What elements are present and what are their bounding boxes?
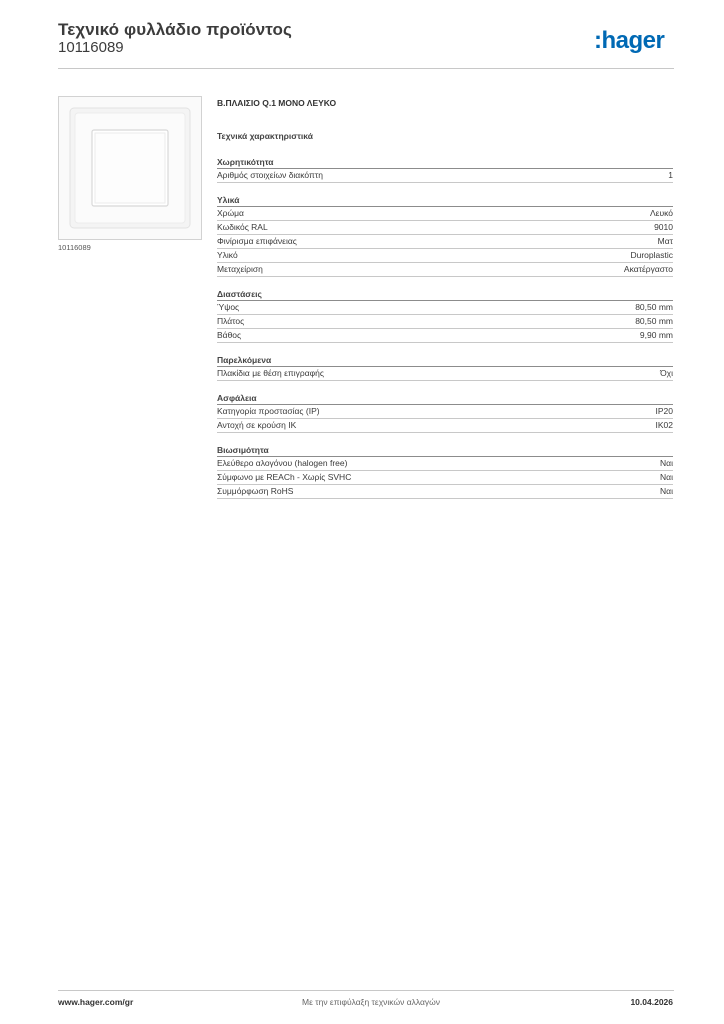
spec-section-accessories [217, 354, 673, 381]
spec-label: Φινίρισμα επιφάνειας [217, 236, 297, 246]
footer-divider [58, 990, 674, 991]
spec-value: 80,50 mm [635, 316, 673, 326]
spec-row [217, 419, 673, 433]
spec-label: Σύμφωνο με REACh - Χωρίς SVHC [217, 472, 352, 482]
spec-section-capacity [217, 156, 673, 183]
spec-label: Πλακίδια με θέση επιγραφής [217, 368, 324, 378]
header-divider [58, 68, 674, 69]
spec-value: Ναι [660, 458, 673, 468]
spec-section-materials [217, 194, 673, 277]
spec-label: Αντοχή σε κρούση IK [217, 420, 297, 430]
product-name: Β.ΠΛΑΙΣΙΟ Q.1 ΜΟΝΟ ΛΕΥΚΟ [217, 98, 337, 108]
footer-date: 10.04.2026 [630, 997, 673, 1007]
section-title: Ασφάλεια [217, 392, 673, 405]
spec-row [217, 221, 673, 235]
section-title: Χωρητικότητα [217, 156, 673, 169]
section-title: Διαστάσεις [217, 288, 673, 301]
section-title: Υλικά [217, 194, 673, 207]
spec-value: Όχι [660, 368, 673, 378]
document-product-code: 10116089 [58, 39, 124, 56]
section-title: Παρελκόμενα [217, 354, 673, 367]
spec-label: Αριθμός στοιχείων διακόπτη [217, 170, 323, 180]
spec-row [217, 329, 673, 343]
spec-row [217, 367, 673, 381]
spec-row [217, 249, 673, 263]
spec-value: 9010 [654, 222, 673, 232]
spec-label: Ύψος [217, 302, 240, 312]
spec-label: Ελεύθερο αλογόνου (halogen free) [217, 458, 348, 468]
spec-value: Ναι [660, 486, 673, 496]
spec-section-sustainability [217, 444, 673, 499]
logo-text: :hager [594, 28, 665, 54]
spec-row [217, 169, 673, 183]
spec-row [217, 485, 673, 499]
hager-logo [594, 28, 674, 54]
document-title: Τεχνικό φυλλάδιο προϊόντος [58, 20, 292, 39]
spec-value: Ναι [660, 472, 673, 482]
spec-label: Κωδικός RAL [217, 222, 268, 232]
footer-disclaimer: Με την επιφύλαξη τεχνικών αλλαγών [302, 997, 441, 1007]
spec-row [217, 207, 673, 221]
spec-value: Ματ [657, 236, 673, 246]
spec-label: Συμμόρφωση RoHS [217, 486, 294, 496]
spec-row [217, 235, 673, 249]
section-title: Βιωσιμότητα [217, 444, 673, 457]
spec-row [217, 315, 673, 329]
spec-value: 80,50 mm [635, 302, 673, 312]
product-image [58, 96, 202, 240]
spec-value: Λευκό [650, 208, 673, 218]
spec-value: IP20 [655, 406, 673, 416]
footer-website-link[interactable]: www.hager.com/gr [58, 997, 134, 1007]
spec-label: Βάθος [217, 330, 242, 340]
spec-label: Μεταχείριση [217, 264, 263, 274]
spec-value: 9,90 mm [639, 330, 673, 340]
spec-row [217, 263, 673, 277]
image-caption: 10116089 [58, 243, 91, 252]
spec-row [217, 405, 673, 419]
spec-label: Πλάτος [217, 316, 245, 326]
features-heading: Τεχνικά χαρακτηριστικά [217, 131, 313, 141]
spec-value: Duroplastic [630, 250, 673, 260]
spec-section-safety [217, 392, 673, 433]
spec-label: Υλικό [217, 250, 238, 260]
spec-row [217, 457, 673, 471]
spec-value: IK02 [655, 420, 673, 430]
spec-section-dimensions [217, 288, 673, 343]
spec-row [217, 301, 673, 315]
spec-label: Κατηγορία προστασίας (IP) [217, 406, 320, 416]
spec-content [217, 97, 673, 499]
spec-row [217, 471, 673, 485]
spec-label: Χρώμα [217, 208, 244, 218]
spec-value: 1 [668, 170, 673, 180]
spec-value: Ακατέργαστο [623, 264, 673, 274]
